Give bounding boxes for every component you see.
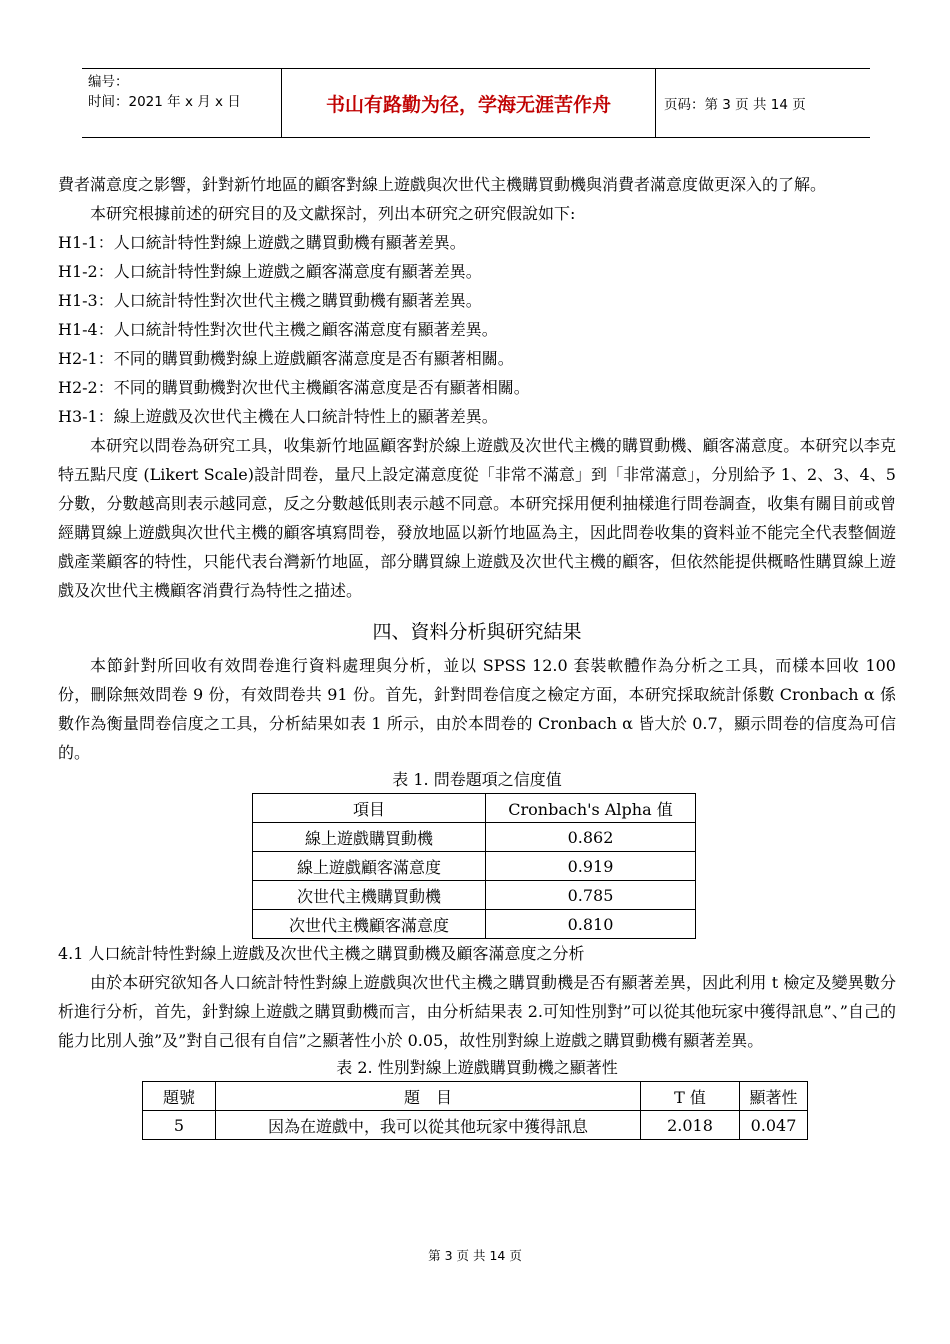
hypothesis-h1-2: H1-2：人口統計特性對線上遊戲之顧客滿意度有顯著差異。 xyxy=(58,262,482,281)
section-4-1-paragraph: 由於本研究欲知各人口統計特性對線上遊戲與次世代主機之購買動機是否有顯著差異，因此利用 t 檢定及變異數分析進行分析，首先，針對線上遊戲之購買動機而言，由分析結果表 2.可知性別對”可以從其他玩家中獲得訊息”、”自己的能力比別人強”及”對自己很有自信”之顯著性小於 0.05，故性別對線上遊戲之購買動機有顯著差異。 xyxy=(58,973,896,1050)
table-header-cell: 題號 xyxy=(143,1082,216,1111)
table-1-caption: 表 1. 問卷題項之信度值 xyxy=(392,770,562,789)
table-header-cell: 顯著性 xyxy=(740,1082,808,1111)
document-body xyxy=(58,170,896,1140)
table-cell: 0.919 xyxy=(486,852,696,881)
table-2-caption: 表 2. 性別對線上遊戲購買動機之顯著性 xyxy=(336,1058,618,1077)
hypothesis-h1-3: H1-3：人口統計特性對次世代主機之購買動機有顯著差異。 xyxy=(58,291,482,310)
header-meta xyxy=(82,69,282,137)
table-header-row xyxy=(253,794,696,823)
hypothesis-h3-1: H3-1：線上遊戲及次世代主機在人口統計特性上的顯著差異。 xyxy=(58,407,498,426)
table-row xyxy=(253,852,696,881)
header-number: 编号： xyxy=(88,74,129,90)
hypothesis-h2-2: H2-2：不同的購買動機對次世代主機顧客滿意度是否有顯著相關。 xyxy=(58,378,530,397)
hypothesis-h1-4: H1-4：人口統計特性對次世代主機之顧客滿意度有顯著差異。 xyxy=(58,320,498,339)
table-header-cell: 項目 xyxy=(253,794,486,823)
intro-paragraph-2: 本研究根據前述的研究目的及文獻探討，列出本研究之研究假說如下: xyxy=(90,204,576,223)
table-row xyxy=(253,910,696,939)
table-header-row xyxy=(143,1082,808,1111)
table-row xyxy=(143,1111,808,1140)
page-header xyxy=(82,68,870,138)
table-cell: 2.018 xyxy=(641,1111,740,1140)
table-row xyxy=(253,881,696,910)
intro-paragraph-3: 本研究以問卷為研究工具，收集新竹地區顧客對於線上遊戲及次世代主機的購買動機、顧客滿意度。本研究以李克特五點尺度 (Likert Scale)設計問卷，量尺上設定滿意度從「非常不滿意」到「非常滿意」，分別給予 1、2、3、4、5 分數，分數越高則表示越同意，反之分數越低則表示越不同意。本研究採用便利抽樣進行問卷調查，收集有關目前或曾經購買線上遊戲與次世代主機的顧客填寫問卷，發放地區以新竹地區為主，因此問卷收集的資料並不能完全代表整個遊戲產業顧客的特性，只能代表台灣新竹地區，部分購買線上遊戲及次世代主機的顧客，但依然能提供概略性購買線上遊戲及次世代主機顧客消費行為特性之描述。 xyxy=(58,436,896,600)
table-cell: 次世代主機購買動機 xyxy=(253,881,486,910)
hypothesis-h1-1: H1-1：人口統計特性對線上遊戲之購買動機有顯著差異。 xyxy=(58,233,466,252)
table-header-cell: Cronbach's Alpha 值 xyxy=(486,794,696,823)
section-4-1-title: 4.1 人口統計特性對線上遊戲及次世代主機之購買動機及顧客滿意度之分析 xyxy=(58,944,585,963)
reliability-table xyxy=(252,793,696,939)
table-cell: 0.047 xyxy=(740,1111,808,1140)
table-cell: 0.785 xyxy=(486,881,696,910)
header-time: 时间：2021 年 x 月 x 日 xyxy=(88,94,241,110)
table-row xyxy=(253,823,696,852)
hypothesis-h2-1: H2-1：不同的購買動機對線上遊戲顧客滿意度是否有顯著相關。 xyxy=(58,349,514,368)
table-header-cell: 題 目 xyxy=(216,1082,641,1111)
header-page: 页码：第 3 页 共 14 页 xyxy=(664,97,806,113)
table-cell: 因為在遊戲中，我可以從其他玩家中獲得訊息 xyxy=(216,1111,641,1140)
table-cell: 5 xyxy=(143,1111,216,1140)
table-cell: 線上遊戲購買動機 xyxy=(253,823,486,852)
intro-paragraph-1: 費者滿意度之影響，針對新竹地區的顧客對線上遊戲與次世代主機購買動機與消費者滿意度做更深入的了解。 xyxy=(58,175,827,194)
gender-significance-table xyxy=(142,1081,808,1140)
section-4-paragraph: 本節針對所回收有效問卷進行資料處理與分析，並以 SPSS 12.0 套裝軟體作為分析之工具，而樣本回收 100 份，刪除無效問卷 9 份，有效問卷共 91 份。首先，針對問卷信度之檢定方面，本研究採取統計係數 Cronbach α 係數作為衡量問卷信度之工具，分析結果如表 1 所示，由於本問卷的 Cronbach α 皆大於 0.7，顯示問卷的信度為可信的。 xyxy=(58,656,896,762)
table-cell: 0.810 xyxy=(486,910,696,939)
page-footer: 第 3 页 共 14 页 xyxy=(428,1248,522,1263)
table-cell: 線上遊戲顧客滿意度 xyxy=(253,852,486,881)
table-header-cell: T 值 xyxy=(641,1082,740,1111)
table-cell: 0.862 xyxy=(486,823,696,852)
table-cell: 次世代主機顧客滿意度 xyxy=(253,910,486,939)
section-4-title: 四、資料分析與研究結果 xyxy=(372,621,582,643)
header-motto: 书山有路勤为径，学海无涯苦作舟 xyxy=(282,69,656,137)
